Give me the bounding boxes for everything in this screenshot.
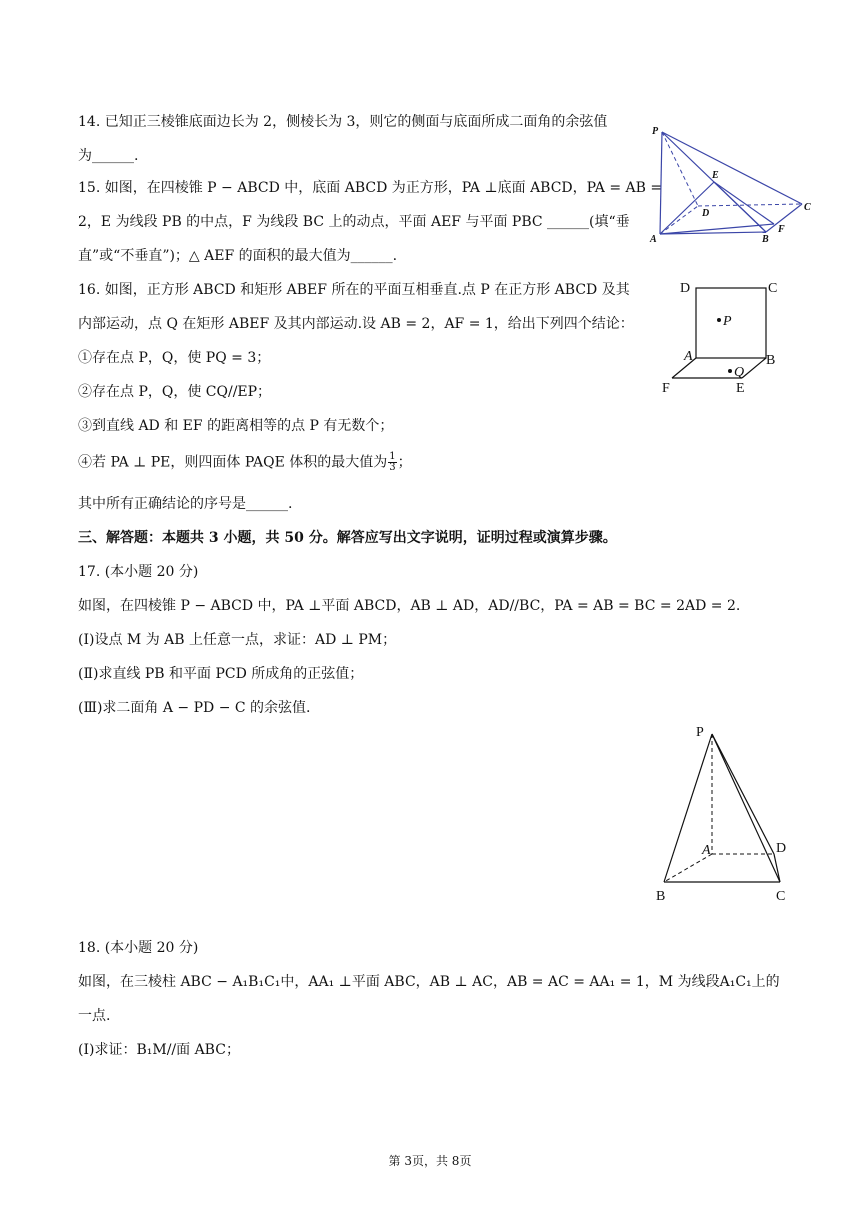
label-B: B xyxy=(762,234,769,245)
q16-conclusion-3: ③到直线 AD 和 EF 的距离相等的点 P 有无数个； xyxy=(78,418,394,434)
q16-answer-line: 其中所有正确结论的序号是______. xyxy=(78,496,293,512)
label-P: P xyxy=(652,126,659,137)
q16-c4-suffix: ； xyxy=(397,454,412,471)
q16-conclusion-1: ①存在点 P，Q，使 PQ = 3； xyxy=(78,350,271,366)
edge-PC xyxy=(662,132,802,204)
q17-pyramid-figure xyxy=(650,720,800,910)
q15-line-1: 15. 如图，在四棱锥 P − ABCD 中，底面 ABCD 为正方形，PA ⊥底面 ABCD，PA = AB = xyxy=(78,180,663,196)
edge-DC xyxy=(698,204,802,206)
q16-c4-prefix: ④若 PA ⊥ PE，则四面体 PAQE 体积的最大值为 xyxy=(78,454,388,471)
label-D: D xyxy=(680,281,691,296)
edge-PD xyxy=(662,132,698,206)
q16-line-2: 内部运动，点 Q 在矩形 ABEF 及其内部运动.设 AB = 2，AF = 1，给出下列四个结论： xyxy=(78,316,634,332)
label-D: D xyxy=(702,208,710,219)
label-C: C xyxy=(776,889,786,904)
q17-head: 17. (本小题 20 分) xyxy=(78,564,199,580)
q18-head: 18. (本小题 20 分) xyxy=(78,940,199,956)
label-C: C xyxy=(768,281,778,296)
edge-PD xyxy=(712,734,774,854)
q17-part-2: (Ⅱ)求直线 PB 和平面 PCD 所成角的正弦值； xyxy=(78,666,364,682)
edge-PC xyxy=(712,734,780,882)
label-A: A xyxy=(684,349,693,364)
edge-PA xyxy=(660,132,662,234)
q17-stem: 如图，在四棱锥 P − ABCD 中，PA ⊥平面 ABCD，AB ⊥ AD，AD//BC，PA = AB = BC = 2AD = 2. xyxy=(78,598,741,614)
q15-line-2: 2，E 为线段 PB 的中点，F 为线段 BC 上的动点，平面 AEF 与平面 PBC ______(填“垂 xyxy=(78,214,630,230)
q16-c4-numerator: 1 xyxy=(389,451,396,462)
label-B: B xyxy=(656,889,666,904)
q16-c4-denominator: 3 xyxy=(389,462,396,473)
q17-part-3: (Ⅲ)求二面角 A − PD − C 的余弦值. xyxy=(78,700,311,716)
page-footer: 第 3页，共 8页 xyxy=(388,1154,472,1168)
q16-conclusion-2: ②存在点 P，Q，使 CQ//EP； xyxy=(78,384,272,400)
q16-conclusion-4 xyxy=(78,452,412,473)
label-Q: Q xyxy=(734,365,745,380)
label-C: C xyxy=(804,202,811,213)
q14-line-2: 为______. xyxy=(78,148,139,164)
edge-EB xyxy=(742,358,766,378)
q15-line-3: 直”或“不垂直”)；△ AEF 的面积的最大值为______. xyxy=(78,248,398,264)
edge-EF xyxy=(714,182,774,224)
label-A: A xyxy=(650,234,657,245)
q16-c4-fraction xyxy=(388,452,396,473)
edge-PB xyxy=(664,734,712,882)
q16-square-rectangle-figure xyxy=(658,276,788,400)
label-P: P xyxy=(723,314,732,329)
q18-stem-2: 一点. xyxy=(78,1008,111,1024)
label-E: E xyxy=(736,381,745,396)
q14-line-1: 14. 已知正三棱锥底面边长为 2，侧棱长为 3，则它的侧面与底面所成二面角的余弦值 xyxy=(78,114,608,130)
point-Q xyxy=(728,369,732,373)
q18-stem-1: 如图，在三棱柱 ABC − A₁B₁C₁中，AA₁ ⊥平面 ABC，AB ⊥ AC，AB = AC = AA₁ = 1，M 为线段A₁C₁上的 xyxy=(78,974,780,990)
edge-AD xyxy=(660,206,698,234)
label-P: P xyxy=(696,725,704,740)
edge-EB xyxy=(714,182,766,232)
label-E: E xyxy=(712,170,719,181)
q17-part-1: (Ⅰ)设点 M 为 AB 上任意一点，求证：AD ⊥ PM； xyxy=(78,632,397,648)
q16-line-1: 16. 如图，正方形 ABCD 和矩形 ABEF 所在的平面互相垂直.点 P 在正方形 ABCD 及其 xyxy=(78,282,630,298)
label-A: A xyxy=(702,843,711,858)
label-B: B xyxy=(766,353,776,368)
q15-pyramid-figure xyxy=(648,120,816,250)
label-F: F xyxy=(662,381,670,396)
point-P xyxy=(717,318,721,322)
label-F: F xyxy=(778,224,785,235)
edge-DC xyxy=(774,854,780,882)
section-3-heading: 三、解答题：本题共 3 小题，共 50 分。解答应写出文字说明，证明过程或演算步骤。 xyxy=(78,530,617,546)
label-D: D xyxy=(776,841,787,856)
q18-part-1: (Ⅰ)求证：B₁M//面 ABC； xyxy=(78,1042,240,1058)
